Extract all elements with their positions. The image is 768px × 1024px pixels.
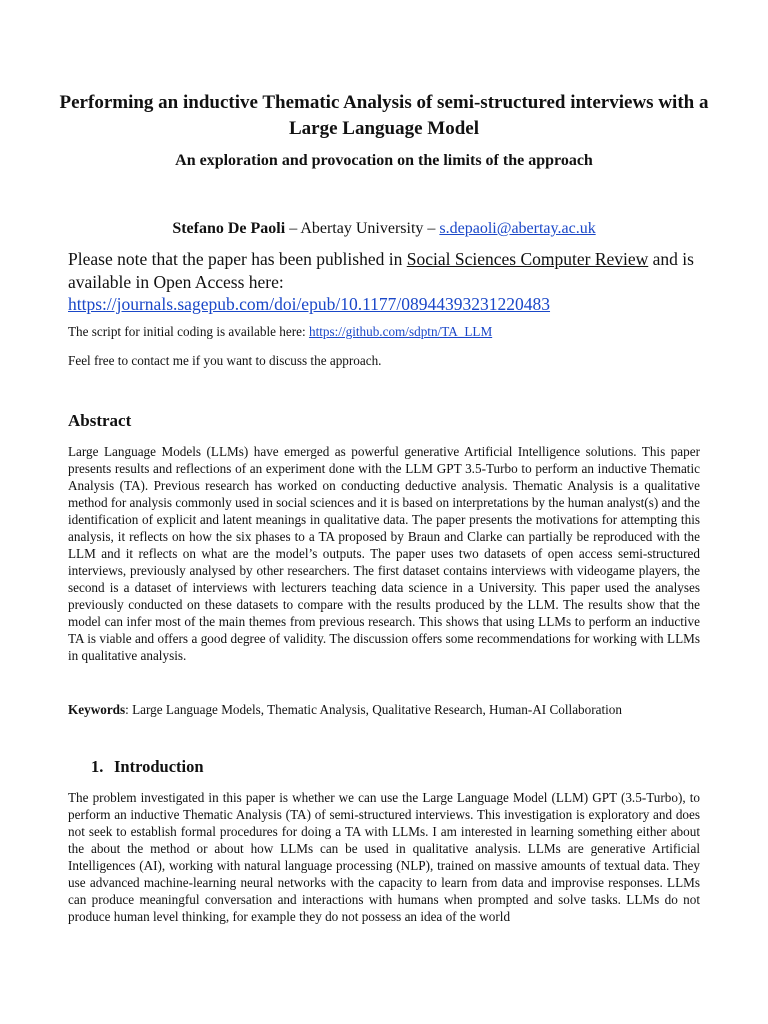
introduction-heading <box>91 756 204 778</box>
journal-name: Social Sciences Computer Review <box>406 249 649 269</box>
journal-doi-link[interactable]: https://journals.sagepub.com/doi/epub/10.1177/08944393231220483 <box>68 294 551 314</box>
contact-note: Feel free to contact me if you want to discuss the approach. <box>68 353 382 368</box>
script-note <box>68 323 708 340</box>
section-number: 1. <box>91 757 104 776</box>
keywords-line <box>68 701 708 718</box>
abstract-heading: Abstract <box>68 411 132 430</box>
author-name: Stefano De Paoli <box>172 220 286 237</box>
section-title: Introduction <box>114 757 204 776</box>
github-link[interactable]: https://github.com/sdptn/TA_LLM <box>308 324 493 339</box>
keywords-label: Keywords <box>68 702 126 717</box>
script-prefix: The script for initial coding is available here: <box>68 324 309 339</box>
author-separator-2: – <box>423 220 440 237</box>
note-suffix: and is available in Open Access here: <box>68 249 694 292</box>
author-affiliation: Abertay University <box>300 220 424 237</box>
paper-title: Performing an inductive Thematic Analysis of semi-structured interviews with a Large Language Model <box>59 92 709 139</box>
author-separator-1: – <box>285 220 301 237</box>
abstract-text: Large Language Models (LLMs) have emerged as powerful generative Artificial Intelligence solutions. This paper presents results and reflections of an experiment done with the LLM GPT 3.5-Turbo to perform an inductive Thematic Analysis (TA). Previous research has worked on conducting deductive analysis. Thematic Analysis is a qualitative method for analysis commonly used in social sciences and it is based on interpretations by the human analyst(s) and the identification of explicit and latent meanings in qualitative data. The paper presents the motivations for attempting this analysis, it reflects on how the six phases to a TA proposed by Braun and Clarke can partially be reproduced with the LLM and it reflects on what are the model’s outputs. The paper uses two datasets of open access semi-structured interviews, previously analysed by other researchers. The first dataset contains interviews with videogame players, the second is a dataset of interviews with lecturers teaching data science in a University. This paper used the analyses previously conducted on these datasets to compare with the results produced by the LLM. The results show that the model can infer most of the main themes from previous research. This shows that using LLMs to perform an inductive TA is viable and offers a good degree of validity. The discussion offers some recommendations for working with LLMs in qualitative analysis. <box>68 444 700 663</box>
author-line <box>40 218 728 240</box>
keywords-text: : Large Language Models, Thematic Analysis, Qualitative Research, Human-AI Collaboration <box>125 702 622 717</box>
author-email-link[interactable]: s.depaoli@abertay.ac.uk <box>439 220 596 237</box>
paper-subtitle: An exploration and provocation on the limits of the approach <box>175 152 593 169</box>
note-prefix: Please note that the paper has been published in <box>68 249 407 269</box>
publication-note <box>68 248 708 316</box>
introduction-text: The problem investigated in this paper is whether we can use the Large Language Model (LLM) GPT (3.5-Turbo), to perform an inductive Thematic Analysis (TA) of semi-structured interviews. This investigation is exploratory and does not seek to establish formal procedures for doing a TA with LLMs. I am interested in learning something either about the about the method or about how LLMs can be used in qualitative analysis. LLMs are generative Artificial Intelligences (AI), working with natural language processing (NLP), trained on massive amounts of textual data. They use advanced machine-learning neural networks with the capacity to learn from data and improvise responses. LLMs can produce meaningful conversation and interactions with humans when prompted and solve tasks. LLMs do not produce human level thinking, for example they do not possess an idea of the world <box>68 790 700 924</box>
